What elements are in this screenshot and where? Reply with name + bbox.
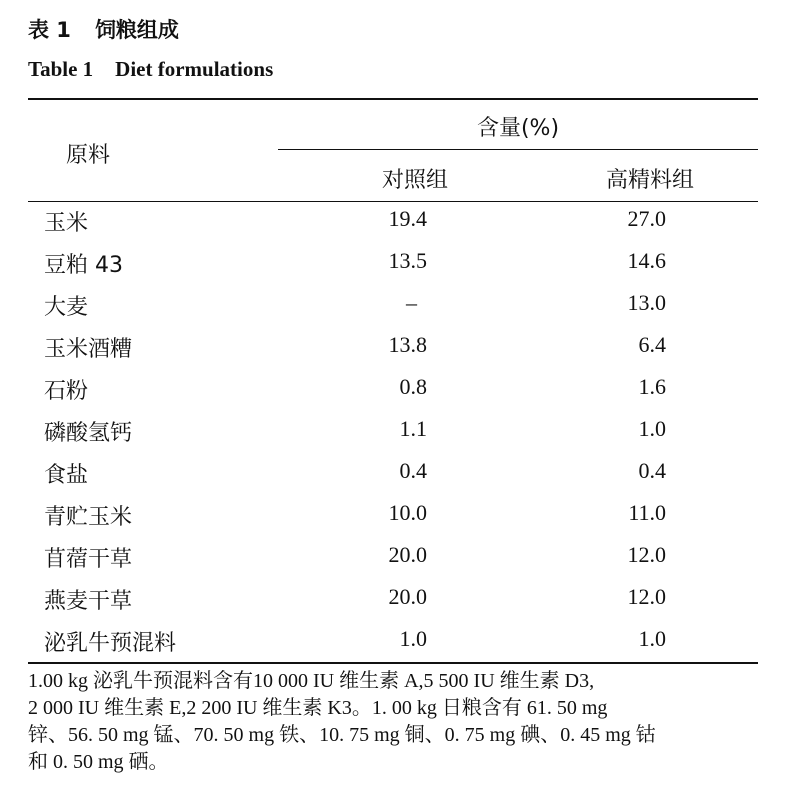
- footnote-line: 1.00 kg 泌乳牛预混料含有10 000 IU 维生素 A,5 500 IU 维生素 D3,: [28, 670, 595, 692]
- row-high-value: 6.4: [638, 332, 666, 357]
- row-high-value: 1.0: [638, 626, 666, 651]
- row-material: 青贮玉米: [44, 505, 133, 530]
- row-material: 苜蓿干草: [44, 547, 133, 572]
- row-high-value: 14.6: [627, 248, 666, 273]
- table-number-zh: 表 1: [28, 18, 71, 42]
- row-material: 豆粕 43: [44, 253, 123, 278]
- row-high-value: 1.6: [638, 374, 666, 399]
- row-control-value: 0.4: [399, 458, 427, 483]
- row-material: 磷酸氢钙: [44, 421, 133, 446]
- row-control-value: 20.0: [388, 542, 427, 567]
- table-row: [0, 626, 800, 668]
- header-rule: [28, 201, 758, 202]
- row-material: 玉米: [44, 211, 89, 236]
- table-row: [0, 374, 800, 416]
- row-control-value: 20.0: [388, 584, 427, 609]
- top-rule: [28, 98, 758, 100]
- row-control-value: 1.1: [399, 416, 427, 441]
- table-footnote: [28, 668, 763, 776]
- table-row: [0, 248, 800, 290]
- row-high-value: 12.0: [627, 584, 666, 609]
- table-row: [0, 290, 800, 332]
- row-material: 食盐: [44, 463, 89, 488]
- table-title-zh: 饲粮组成: [94, 18, 179, 42]
- row-material: 石粉: [44, 379, 89, 404]
- row-material: 燕麦干草: [44, 589, 133, 614]
- table-title-en: Diet formulations: [115, 57, 274, 81]
- footnote-line: 2 000 IU 维生素 E,2 200 IU 维生素 K3。1. 00 kg 日粮含有 61. 50 mg: [28, 697, 608, 719]
- row-control-value: 19.4: [388, 206, 427, 231]
- row-control-value: –: [406, 290, 417, 315]
- row-material: 玉米酒糟: [44, 337, 133, 362]
- footnote-line: 锌、56. 50 mg 锰、70. 50 mg 铁、10. 75 mg 铜、0. 75 mg 碘、0. 45 mg 钴: [28, 724, 656, 746]
- content-header-rule: [278, 149, 758, 150]
- table-row: [0, 584, 800, 626]
- row-control-value: 1.0: [399, 626, 427, 651]
- row-control-value: 0.8: [399, 374, 427, 399]
- header-content: 含量(%): [476, 116, 560, 141]
- table-row: [0, 206, 800, 248]
- table-caption-zh: [28, 14, 179, 44]
- row-high-value: 27.0: [627, 206, 666, 231]
- header-material: 原料: [66, 143, 111, 168]
- table-caption-en: [28, 57, 273, 82]
- header-control-group: 对照组: [381, 168, 448, 193]
- row-high-value: 1.0: [638, 416, 666, 441]
- table-row: [0, 416, 800, 458]
- row-control-value: 13.8: [388, 332, 427, 357]
- row-control-value: 13.5: [388, 248, 427, 273]
- table-row: [0, 500, 800, 542]
- header-high-concentrate-group: 高精料组: [605, 168, 694, 193]
- table-row: [0, 542, 800, 584]
- row-control-value: 10.0: [388, 500, 427, 525]
- row-high-value: 11.0: [628, 500, 666, 525]
- row-material: 泌乳牛预混料: [44, 631, 177, 656]
- table-row: [0, 458, 800, 500]
- table-row: [0, 332, 800, 374]
- footnote-line: 和 0. 50 mg 硒。: [28, 751, 169, 773]
- row-material: 大麦: [44, 295, 89, 320]
- row-high-value: 12.0: [627, 542, 666, 567]
- table-number-en: Table 1: [28, 57, 94, 81]
- row-high-value: 0.4: [638, 458, 666, 483]
- row-high-value: 13.0: [627, 290, 666, 315]
